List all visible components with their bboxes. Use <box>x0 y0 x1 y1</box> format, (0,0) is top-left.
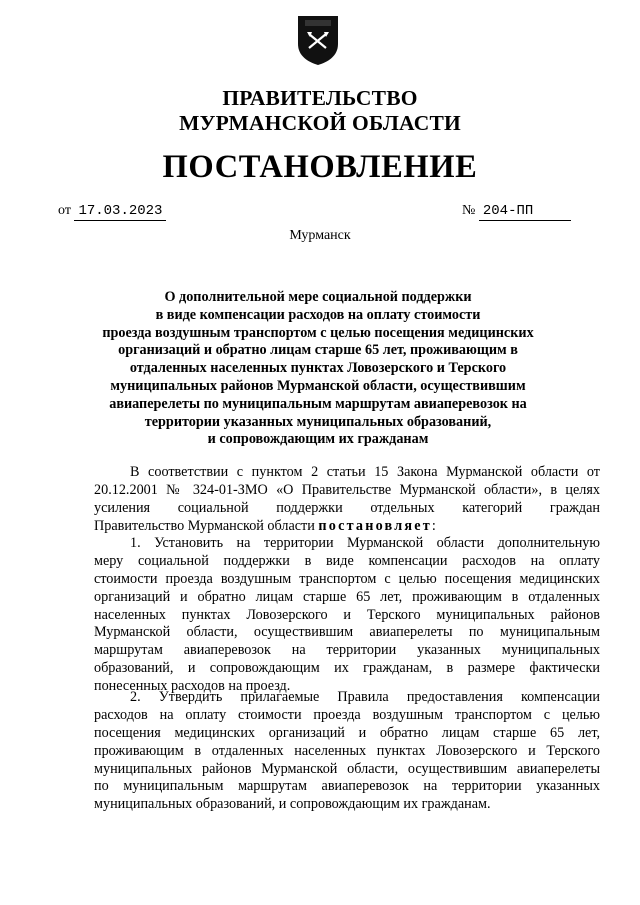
number-value: 204-ПП <box>479 202 571 221</box>
preamble-paragraph <box>94 464 600 536</box>
text-line: маршрутам авиаперевозок на территории указанных муниципальных <box>94 642 600 659</box>
date-value: 17.03.2023 <box>74 202 166 221</box>
text-line: организаций и обратно лицам старше 65 лет, проживающим в отдаленных <box>94 588 600 605</box>
text-line: населенных пунктах Ловозерского и Терского муниципальных районов <box>94 606 600 623</box>
org-name-line2: МУРМАНСКОЙ ОБЛАСТИ <box>179 111 461 135</box>
title-line: организаций и обратно лицам старше 65 лет, проживающим в <box>118 342 518 359</box>
text-line: 2. Утвердить прилагаемые Правила предоставления компенсации <box>130 689 600 705</box>
date-field <box>58 202 166 221</box>
text-line: усиления социальной поддержки отдельных категорий граждан <box>94 499 600 516</box>
text-line <box>94 518 600 536</box>
text-line: образований, и сопровождающим их гражданам, в размере фактически <box>94 660 600 677</box>
title-line: и сопровождающим их гражданам <box>207 431 429 448</box>
document-type: ПОСТАНОВЛЕНИЕ <box>162 149 478 185</box>
title-line: в виде компенсации расходов на оплату стоимости <box>155 306 481 323</box>
title-line: муниципальных районов Мурманской области, осуществившим <box>110 377 526 394</box>
government-name: Правительство Мурманской области <box>94 517 315 534</box>
text-line: стоимости проезда воздушным транспортом с целью посещения медицинских <box>94 570 600 587</box>
text-line: проживающим в отдаленных населенных пунктах Ловозерского и Терского <box>94 742 600 759</box>
title-line: авиаперелеты по муниципальным маршрутам авиаперевозок на <box>109 395 527 412</box>
item-1-paragraph <box>94 535 600 696</box>
number-prefix: № <box>462 203 476 218</box>
text-line: муниципальных районов Мурманской области, осуществившим авиаперелеты <box>94 760 600 777</box>
date-prefix: от <box>58 203 71 218</box>
text-line: расходов на оплату стоимости проезда воздушным транспортом с целью <box>94 706 600 723</box>
text-line: В соответствии с пунктом 2 статьи 15 Закона Мурманской области от <box>130 464 600 480</box>
item-2-paragraph <box>94 689 600 814</box>
resolves-colon: : <box>431 517 436 534</box>
text-line: понесенных расходов на проезд. <box>94 678 291 695</box>
text-line: меру социальной поддержки в виде компенсации расходов на оплату <box>94 552 600 569</box>
number-field <box>462 202 571 221</box>
title-line: О дополнительной мере социальной поддержки <box>164 289 472 305</box>
resolves-word: постановляет <box>318 517 432 534</box>
text-line: 20.12.2001 № 324-01-ЗМО «О Правительстве Мурманской области», в целях <box>94 481 600 498</box>
text-line: муниципальных образований, и сопровождающим их гражданам. <box>94 796 491 813</box>
text-line: Мурманской области, осуществившим авиаперелеты по муниципальным <box>94 624 600 641</box>
text-line: посещения медицинских организаций и обратно лицам старше 65 лет, <box>94 724 600 741</box>
title-line: проезда воздушным транспортом с целью посещения медицинских <box>102 324 534 341</box>
text-line: 1. Установить на территории Мурманской области дополнительную <box>130 535 600 551</box>
title-line: отдаленных населенных пунктах Ловозерского и Терского <box>129 360 507 377</box>
coat-of-arms-emblem <box>295 14 341 66</box>
org-name-line1: ПРАВИТЕЛЬСТВО <box>222 86 418 110</box>
title-line: территории указанных муниципальных образований, <box>144 413 492 430</box>
text-line: по муниципальным маршрутам авиаперевозок на территории указанных <box>94 778 600 795</box>
city-name: Мурманск <box>289 228 351 243</box>
document-title <box>78 289 558 449</box>
